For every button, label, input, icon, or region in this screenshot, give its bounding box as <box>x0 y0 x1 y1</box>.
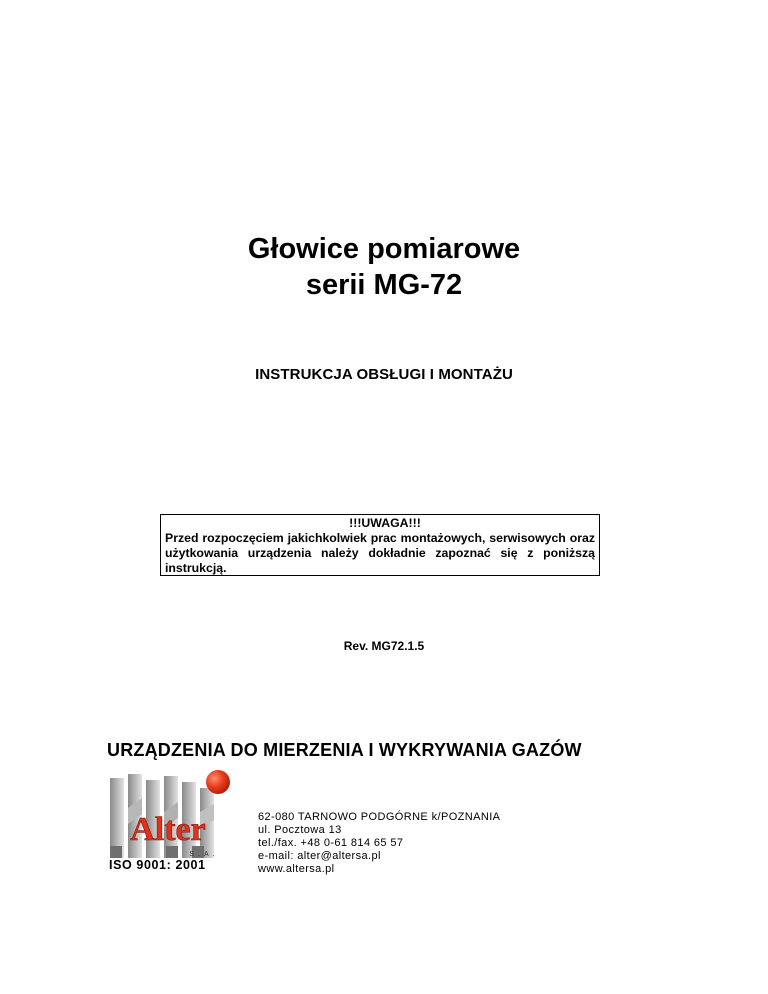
revision-label: Rev. MG72.1.5 <box>343 639 425 653</box>
logo-ball-icon <box>206 770 230 794</box>
email-line: e-mail: alter@altersa.pl <box>258 850 381 862</box>
document-subtitle: INSTRUKCJA OBSŁUGI I MONTAŻU <box>255 366 513 383</box>
document-title <box>0 231 768 303</box>
address-line-1: 62-080 TARNOWO PODGÓRNE k/POZNANIA <box>258 811 501 823</box>
address-line-2: ul. Pocztowa 13 <box>258 824 342 836</box>
logo-wordmark: Alter <box>130 811 206 848</box>
iso-certification: ISO 9001: 2001 <box>109 858 206 872</box>
company-tagline: URZĄDZENIA DO MIERZENIA I WYKRYWANIA GAZÓW <box>107 740 582 760</box>
phone-line: tel./fax. +48 0-61 814 65 57 <box>258 837 404 849</box>
company-address-block <box>258 811 500 876</box>
alter-logo <box>108 768 233 860</box>
warning-heading: !!!UWAGA!!! <box>349 516 421 530</box>
website-line: www.altersa.pl <box>258 863 335 875</box>
warning-text: Przed rozpoczęciem jakichkolwiek prac montażowych, serwisowych oraz użytkowania urządzenia należy dokładnie zapoznać się z poniższą instrukcją. <box>165 531 595 575</box>
logo-suffix: S.A. <box>189 851 219 858</box>
title-line-2: serii MG-72 <box>305 269 463 301</box>
title-line-1: Głowice pomiarowe <box>247 233 521 265</box>
warning-box <box>160 514 600 576</box>
